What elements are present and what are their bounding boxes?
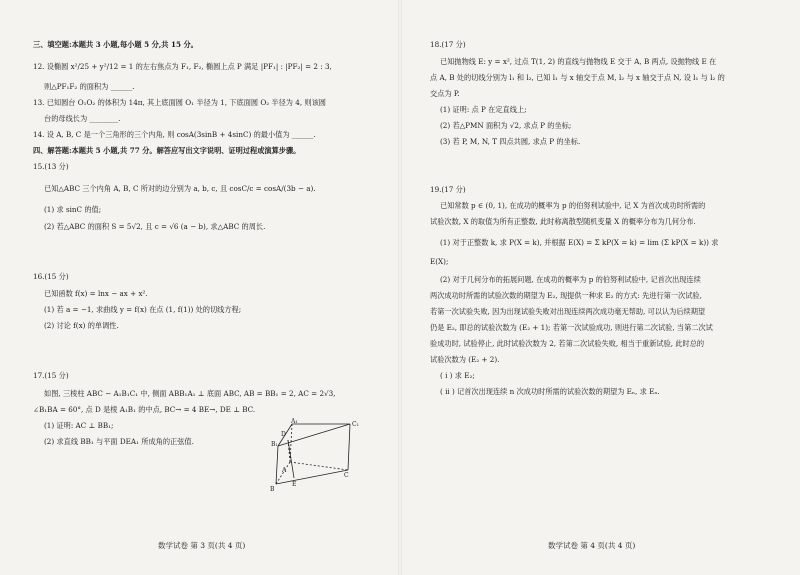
label-c1: C₁ xyxy=(352,421,359,428)
label-e: E xyxy=(292,481,297,488)
q16-stem: 已知函数 f(x) = lnx − ax + x². xyxy=(44,289,148,298)
q15-heading: 15.(13 分) xyxy=(33,162,69,171)
q15-part-2: (2) 若△ABC 的面积 S = 5√2, 且 c = √6 (a − b), 求△ABC 的周长. xyxy=(44,222,266,231)
label-a: A xyxy=(282,467,287,474)
page-4-footer: 数学试卷 第 4 页(共 4 页) xyxy=(548,541,636,550)
q18-stem-1: 已知抛物线 E: y = x², 过点 T(1, 2) 的直线与抛物线 E 交于 A, B 两点, 设抛物线 E 在 xyxy=(440,57,717,66)
q13-line-2: 台的母线长为 ________. xyxy=(44,114,121,123)
q19-part-i: ( i ) 求 E₂; xyxy=(440,371,475,380)
q19-part-1-a: (1) 对于正整数 k, 求 P(X = k), 并根据 E(X) = Σ kP(X = k) = lim (Σ kP(X = k)) 求 xyxy=(440,238,719,247)
q19-part-2-6: 试验次数为 (E₂ + 2). xyxy=(430,355,500,364)
q16-heading: 16.(15 分) xyxy=(33,272,69,281)
q19-part-2-4: 仍是 E₂, 即总的试验次数为 (E₂ + 1); 若第一次试验成功, 则进行第二次试验, 当第二次试 xyxy=(430,323,713,332)
q19-stem-2: 试验次数, X 的取值为所有正整数, 此时称离散型随机变量 X 的概率分布为几何分布. xyxy=(430,217,696,226)
q17-stem-2: ∠B₁BA = 60°, 点 D 是棱 A₁B₁ 的中点, BC→ = 4 BE→, DE ⊥ BC. xyxy=(33,405,256,414)
q18-part-2: (2) 若△PMN 面积为 √2, 求点 P 的坐标; xyxy=(440,121,572,130)
q19-part-ii: ( ii ) 记首次出现连续 n 次成功时所需的试验次数的期望为 Eₙ, 求 Eₙ. xyxy=(440,387,660,396)
q16-part-2: (2) 讨论 f(x) 的单调性. xyxy=(44,321,119,330)
q14-line: 14. 设 A, B, C 是一个三角形的三个内角, 则 cosA(3sinB + 4sinC) 的最小值为 ______. xyxy=(33,130,316,139)
label-d: D xyxy=(281,431,286,438)
q12-line-1: 12. 设椭圆 x²/25 + y²/12 = 1 的左右焦点为 F₁, F₂, 椭圆上点 P 满足 |PF₁| : |PF₂| = 2 : 3, xyxy=(33,62,332,71)
q15-stem: 已知△ABC 三个内角 A, B, C 所对的边分别为 a, b, c, 且 cosC/c = cosA/(3b − a). xyxy=(44,184,316,193)
q12-line-2: 则△PF₁F₂ 的面积为 ______. xyxy=(44,82,135,91)
page-4 xyxy=(400,0,800,575)
section-3-heading: 三、填空题:本题共 3 小题,每小题 5 分,共 15 分。 xyxy=(33,40,198,49)
q17-part-1: (1) 证明: AC ⊥ BB₁; xyxy=(44,421,114,430)
q18-part-1: (1) 证明: 点 P 在定直线上; xyxy=(440,105,527,114)
q17-heading: 17.(15 分) xyxy=(33,371,69,380)
q19-part-2-5: 验成功时, 试验停止, 此时试验次数为 2, 若第二次试验失败, 相当于重新试验, 此时总的 xyxy=(430,339,705,348)
q19-stem-1: 已知常数 p ∈ (0, 1), 在成功的概率为 p 的伯努利试验中, 记 X 为首次成功时所需的 xyxy=(440,201,706,210)
q16-part-1: (1) 若 a = −1, 求曲线 y = f(x) 在点 (1, f(1)) 处的切线方程; xyxy=(44,305,242,314)
q15-part-1: (1) 求 sinC 的值; xyxy=(44,205,102,214)
label-a1: A₁ xyxy=(291,418,298,425)
page-3-footer: 数学试卷 第 3 页(共 4 页) xyxy=(158,541,246,550)
q19-part-2-1: (2) 对于几何分布的拓展问题, 在成功的概率为 p 的伯努利试验中, 记首次出现连续 xyxy=(440,275,701,284)
q19-heading: 19.(17 分) xyxy=(430,185,466,194)
section-4-heading: 四、解答题:本题共 5 小题,共 77 分。解答应写出文字说明、证明过程或演算步骤。 xyxy=(33,146,301,155)
q18-stem-2: 点 A, B 处的切线分别为 l₁ 和 l₂, 已知 l₁ 与 x 轴交于点 M, l₂ 与 x 轴交于点 N, 设 l₁ 与 l₂ 的 xyxy=(430,73,725,82)
q19-part-2-3: 若第一次试验失败, 因为出现试验失败对出现连续两次成功毫无帮助, 可以认为后续期望 xyxy=(430,307,706,316)
q19-part-2-2: 两次成功时所需的试验次数的期望为 E₂, 现提供一种求 E₂ 的方式: 先进行第一次试验, xyxy=(430,291,702,300)
q18-stem-3: 交点为 P. xyxy=(430,89,460,98)
q19-part-1-b: E(X); xyxy=(430,257,449,266)
label-b: B xyxy=(270,486,275,493)
label-c: C xyxy=(344,472,349,479)
q18-heading: 18.(17 分) xyxy=(430,40,466,49)
q18-part-3: (3) 若 P, M, N, T 四点共圆, 求点 P 的坐标. xyxy=(440,137,581,146)
q17-stem-1: 如图, 三棱柱 ABC − A₁B₁C₁ 中, 侧面 ABB₁A₁ ⊥ 底面 ABC, AB = BB₁ = 2, AC = 2√3, xyxy=(44,389,336,398)
q13-line-1: 13. 已知圆台 O₁O₂ 的体积为 14π, 其上底面圆 O₁ 半径为 1, 下底面圆 O₂ 半径为 4, 则该圆 xyxy=(33,98,326,107)
prism-figure xyxy=(262,418,372,498)
label-b1: B₁ xyxy=(271,441,278,448)
q17-part-2: (2) 求直线 BB₁ 与平面 DEA₁ 所成角的正弦值. xyxy=(44,437,194,446)
